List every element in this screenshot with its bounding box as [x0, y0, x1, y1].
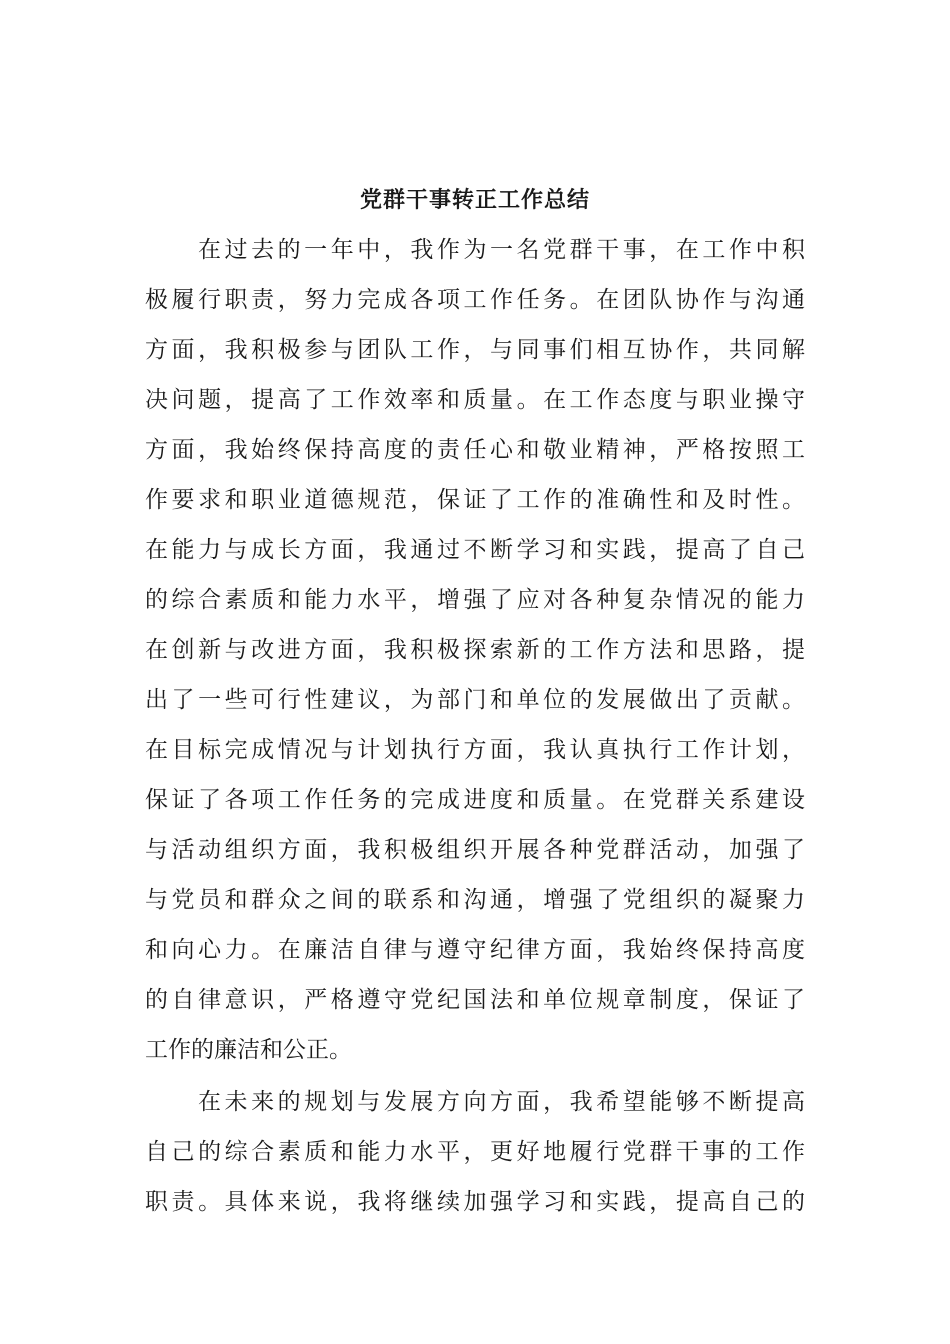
paragraph-1-line-17: 工作的廉洁和公正。: [145, 1037, 352, 1063]
paragraph-1-line-3: 方面，我积极参与团队工作，与同事们相互协作，共同解: [145, 337, 805, 363]
paragraph-1-line-9: 在创新与改进方面，我积极探索新的工作方法和思路，提: [145, 637, 805, 663]
paragraph-1-line-14: 与党员和群众之间的联系和沟通，增强了党组织的凝聚力: [145, 887, 805, 913]
paragraph-1-line-13: 与活动组织方面，我积极组织开展各种党群活动，加强了: [145, 837, 805, 863]
paragraph-1-line-5: 方面，我始终保持高度的责任心和敬业精神，严格按照工: [145, 437, 805, 463]
paragraph-1-line-4: 决问题，提高了工作效率和质量。在工作态度与职业操守: [145, 387, 805, 413]
paragraph-1-line-11: 在目标完成情况与计划执行方面，我认真执行工作计划，: [145, 737, 805, 763]
paragraph-1-line-12: 保证了各项工作任务的完成进度和质量。在党群关系建设: [145, 787, 805, 813]
paragraph-2-line-1: 在未来的规划与发展方向方面，我希望能够不断提高: [198, 1089, 805, 1115]
paragraph-2-line-3: 职责。具体来说，我将继续加强学习和实践，提高自己的: [145, 1189, 805, 1215]
paragraph-1-line-15: 和向心力。在廉洁自律与遵守纪律方面，我始终保持高度: [145, 937, 805, 963]
paragraph-1-line-7: 在能力与成长方面，我通过不断学习和实践，提高了自己: [145, 537, 805, 563]
paragraph-1-line-1: 在过去的一年中，我作为一名党群干事，在工作中积: [198, 237, 805, 263]
paragraph-1-line-10: 出了一些可行性建议，为部门和单位的发展做出了贡献。: [145, 687, 805, 713]
document-title: 党群干事转正工作总结: [359, 187, 590, 213]
paragraph-1-line-6: 作要求和职业道德规范，保证了工作的准确性和及时性。: [145, 487, 805, 513]
paragraph-2-line-2: 自己的综合素质和能力水平，更好地履行党群干事的工作: [145, 1139, 805, 1165]
paragraph-1-line-8: 的综合素质和能力水平，增强了应对各种复杂情况的能力: [145, 587, 805, 613]
paragraph-1-line-16: 的自律意识，严格遵守党纪国法和单位规章制度，保证了: [145, 987, 805, 1013]
paragraph-1-line-2: 极履行职责，努力完成各项工作任务。在团队协作与沟通: [145, 287, 805, 313]
